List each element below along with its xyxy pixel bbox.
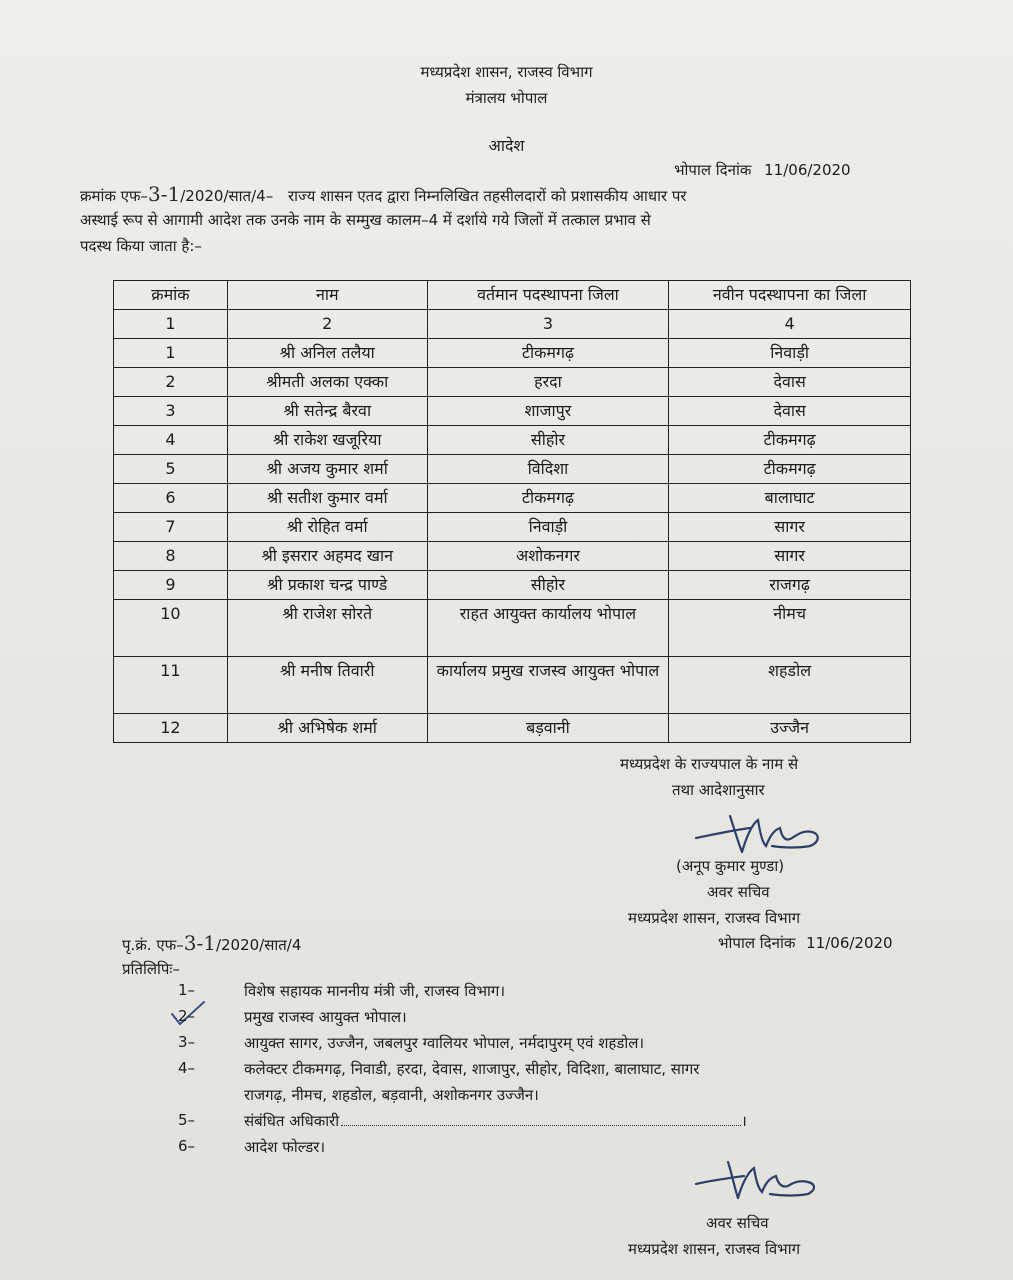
table-cell: श्री मनीष तिवारी — [227, 657, 427, 714]
table-cell: निवाड़ी — [669, 339, 911, 368]
ministry-heading: मंत्रालय भोपाल — [465, 89, 548, 107]
copy-to-item-text — [244, 981, 505, 1001]
table-row — [114, 368, 911, 397]
table-cell: हरदा — [427, 368, 669, 397]
table-cell: टीकमगढ़ — [427, 339, 669, 368]
footer-signature-image — [690, 1158, 840, 1208]
table-cell: 5 — [114, 455, 228, 484]
table-cell: राहत आयुक्त कार्यालय भोपाल — [427, 600, 669, 657]
table-cell: कार्यालय प्रमुख राजस्व आयुक्त भोपाल — [427, 657, 669, 714]
table-cell: श्री अभिषेक शर्मा — [227, 714, 427, 743]
copy-to-item-text — [244, 1111, 747, 1131]
transfer-table — [113, 280, 911, 743]
table-cell: 3 — [427, 310, 669, 339]
table-cell: 1 — [114, 339, 228, 368]
order-line-2: अस्थाई रूप से आगामी आदेश तक उनके नाम के सम्मुख कालम–4 में दर्शाये गये जिलों में तत्काल प्रभाव से — [80, 211, 651, 229]
signer-department: मध्यप्रदेश शासन, राजस्व विभाग — [628, 909, 801, 927]
table-cell: 2 — [227, 310, 427, 339]
signer-title: अवर सचिव — [707, 883, 770, 901]
table-cell: देवास — [669, 397, 911, 426]
table-cell: सीहोर — [427, 571, 669, 600]
order-ref-prefix: क्रमांक एफ– — [80, 187, 149, 205]
copy-to-item-number: 3– — [178, 1033, 196, 1051]
copy-to-item-text — [244, 1007, 407, 1027]
table-cell: बालाघाट — [669, 484, 911, 513]
table-cell: श्री अनिल तलैया — [227, 339, 427, 368]
table-row — [114, 426, 911, 455]
order-ref-suffix: /2020/सात/4– — [180, 187, 274, 205]
order-text-1: राज्य शासन एतद द्वारा निम्नलिखित तहसीलदारों को प्रशासकीय आधार पर — [288, 187, 687, 205]
handwritten-endorsement-number: 3-1 — [183, 931, 216, 955]
copy-to-item-end: । — [741, 1112, 747, 1130]
order-date — [674, 160, 851, 180]
copy-to-item-text — [244, 1137, 325, 1157]
table-cell: 6 — [114, 484, 228, 513]
table-cell: 10 — [114, 600, 228, 657]
table-cell: 12 — [114, 714, 228, 743]
copy-to-item-text — [244, 1085, 539, 1105]
table-row — [114, 657, 911, 714]
table-cell: टीकमगढ़ — [427, 484, 669, 513]
table-cell: नीमच — [669, 600, 911, 657]
table-cell: अशोकनगर — [427, 542, 669, 571]
department-heading: मध्यप्रदेश शासन, राजस्व विभाग — [420, 63, 593, 81]
copy-to-item-label: संबंधित अधिकारी — [244, 1112, 340, 1130]
table-cell: सीहोर — [427, 426, 669, 455]
table-cell: श्री सतीश कुमार वर्मा — [227, 484, 427, 513]
endorsement-date-label: भोपाल दिनांक — [718, 934, 796, 952]
copy-to-item-label: आयुक्त सागर, उज्जैन, जबलपुर ग्वालियर भोपाल, नर्मदापुरम् एवं शहडोल। — [244, 1034, 645, 1052]
table-cell: श्री राकेश खजूरिया — [227, 426, 427, 455]
table-cell: क्रमांक — [114, 281, 228, 310]
table-cell: बड़वानी — [427, 714, 669, 743]
table-cell: नवीन पदस्थापना का जिला — [669, 281, 911, 310]
footer-signer-department: मध्यप्रदेश शासन, राजस्व विभाग — [628, 1240, 801, 1258]
table-cell: 4 — [669, 310, 911, 339]
table-cell: टीकमगढ़ — [669, 455, 911, 484]
table-cell: टीकमगढ़ — [669, 426, 911, 455]
table-cell: 1 — [114, 310, 228, 339]
table-cell: वर्तमान पदस्थापना जिला — [427, 281, 669, 310]
table-cell: श्री इसरार अहमद खान — [227, 542, 427, 571]
copy-to-item-number: 4– — [178, 1059, 196, 1077]
handwritten-ref-number: 3-1 — [148, 182, 181, 206]
table-header-row — [114, 281, 911, 310]
table-cell: शाजापुर — [427, 397, 669, 426]
table-row — [114, 339, 911, 368]
endorsement-ref-prefix: पृ.क्रं. एफ– — [122, 936, 184, 954]
table-column-number-row — [114, 310, 911, 339]
copy-to-item-number: 6– — [178, 1137, 196, 1155]
authority-line-1: मध्यप्रदेश के राज्यपाल के नाम से — [620, 755, 799, 773]
table-row — [114, 455, 911, 484]
table-cell: श्री सतेन्द्र बैरवा — [227, 397, 427, 426]
endorsement-ref-suffix: /2020/सात/4 — [215, 936, 302, 954]
table-cell: 7 — [114, 513, 228, 542]
order-date-value: 11/06/2020 — [764, 161, 851, 179]
endorsement-date-value: 11/06/2020 — [806, 934, 893, 952]
copy-to-item-label: कलेक्टर टीकमगढ़, निवाडी, हरदा, देवास, शाजापुर, सीहोर, विदिशा, बालाघाट, सागर — [244, 1060, 700, 1078]
table-row — [114, 571, 911, 600]
table-cell: 8 — [114, 542, 228, 571]
table-cell: सागर — [669, 542, 911, 571]
table-cell: राजगढ़ — [669, 571, 911, 600]
table-cell: श्रीमती अलका एक्का — [227, 368, 427, 397]
table-cell: श्री प्रकाश चन्द्र पाण्डे — [227, 571, 427, 600]
endorsement-ref — [122, 930, 301, 958]
table-cell: श्री रोहित वर्मा — [227, 513, 427, 542]
table-cell: देवास — [669, 368, 911, 397]
copy-to-item-label: प्रमुख राजस्व आयुक्त भोपाल। — [244, 1008, 407, 1026]
copy-to-item-number: 2– — [178, 1007, 196, 1025]
table-row — [114, 397, 911, 426]
table-cell: शहडोल — [669, 657, 911, 714]
order-title: आदेश — [488, 136, 525, 155]
table-cell: निवाड़ी — [427, 513, 669, 542]
endorsement-date — [718, 930, 893, 956]
order-line-3: पदस्थ किया जाता है:– — [80, 237, 202, 255]
table-row — [114, 600, 911, 657]
table-cell: 2 — [114, 368, 228, 397]
table-cell: नाम — [227, 281, 427, 310]
table-cell: 3 — [114, 397, 228, 426]
order-line-1 — [80, 181, 687, 209]
copy-to-label: प्रतिलिपिः– — [122, 960, 180, 978]
copy-to-item-label: विशेष सहायक माननीय मंत्री जी, राजस्व विभाग। — [244, 982, 506, 1000]
table-cell: 9 — [114, 571, 228, 600]
copy-to-item-text — [244, 1033, 644, 1053]
order-date-label: भोपाल दिनांक — [674, 161, 752, 179]
table-row — [114, 484, 911, 513]
copy-to-item-number: 5– — [178, 1111, 196, 1129]
table-cell: 11 — [114, 657, 228, 714]
table-cell: श्री अजय कुमार शर्मा — [227, 455, 427, 484]
table-row — [114, 542, 911, 571]
signer-name: (अनूप कुमार मुण्डा) — [676, 857, 785, 875]
table-cell: उज्जैन — [669, 714, 911, 743]
table-row — [114, 513, 911, 542]
footer-signer-title: अवर सचिव — [706, 1214, 769, 1232]
table-cell: सागर — [669, 513, 911, 542]
copy-to-item-label: राजगढ़, नीमच, शहडोल, बड़वानी, अशोकनगर उज्जैन। — [244, 1086, 539, 1104]
blank-fill-line — [341, 1113, 741, 1126]
table-row — [114, 714, 911, 743]
copy-to-item-label: आदेश फोल्डर। — [244, 1138, 326, 1156]
copy-to-item-text — [244, 1059, 699, 1079]
table-cell: विदिशा — [427, 455, 669, 484]
authority-line-2: तथा आदेशानुसार — [672, 781, 765, 799]
copy-to-item-number: 1– — [178, 981, 196, 999]
table-cell: 4 — [114, 426, 228, 455]
table-cell: श्री राजेश सोरते — [227, 600, 427, 657]
